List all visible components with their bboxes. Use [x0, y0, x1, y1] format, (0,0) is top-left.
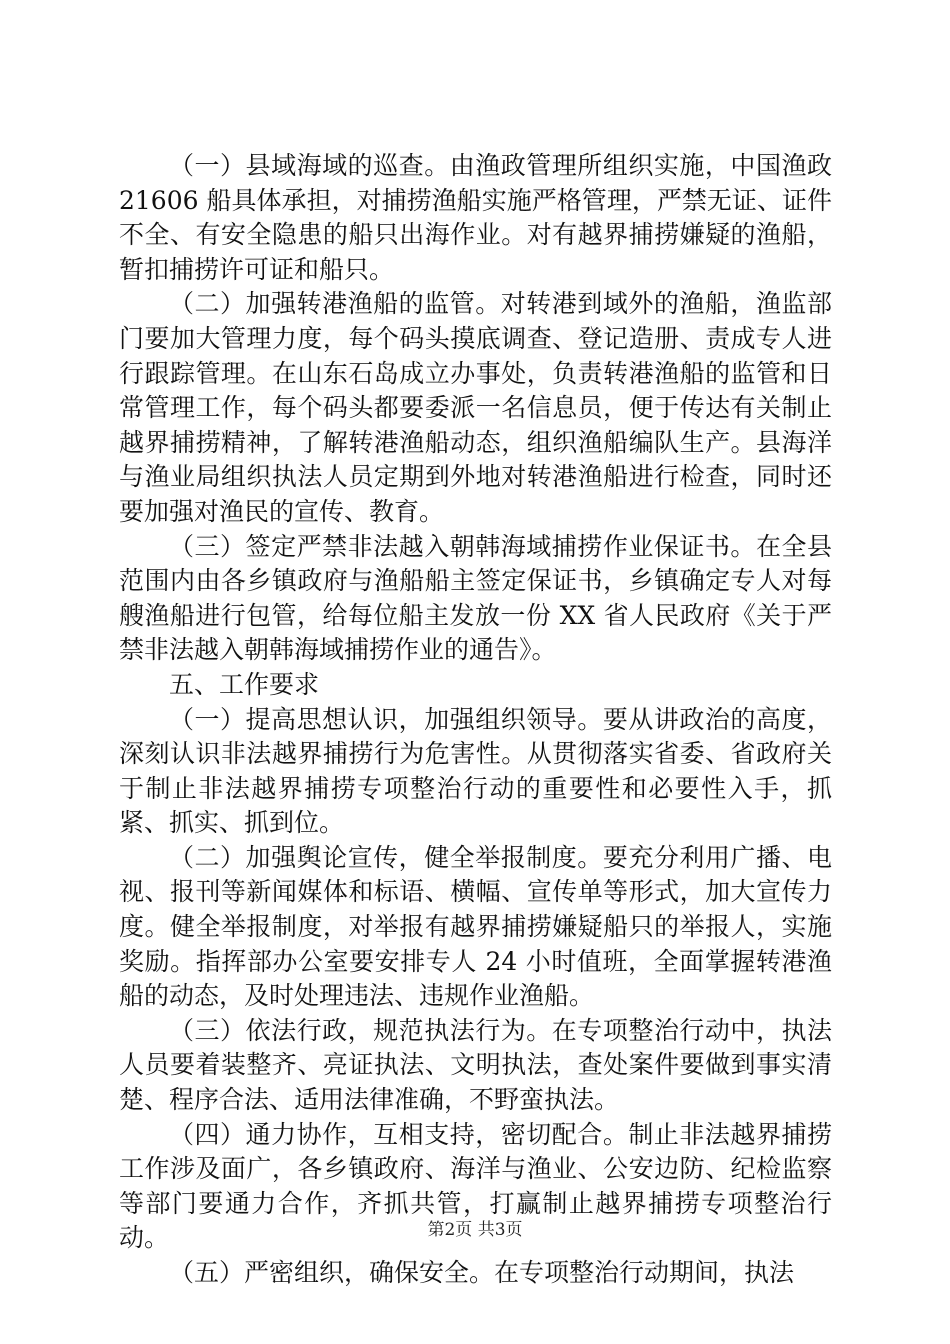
- document-body: [119, 149, 832, 1291]
- paragraph-raise-awareness: （一）提高思想认识，加强组织领导。要从讲政治的高度，深刻认识非法越界捕捞行为危害性。从贯彻落实省委、省政府关于制止非法越界捕捞专项整治行动的重要性和必要性入手，抓紧、抓实、抓到位。: [119, 704, 832, 838]
- paragraph-transfer-port-supervision: （二）加强转港渔船的监管。对转港到域外的渔船，渔监部门要加大管理力度，每个码头摸底调查、登记造册、责成专人进行跟踪管理。在山东石岛成立办事处，负责转港渔船的监管和日常管理工作，每个码头都要委派一名信息员，便于传达有关制止越界捕捞精神，了解转港渔船动态，组织渔船编队生产。县海洋与渔业局组织执法人员定期到外地对转港渔船进行检查，同时还要加强对渔民的宣传、教育。: [119, 289, 832, 526]
- paragraph-guarantee-letter: （三）签定严禁非法越入朝韩海域捕捞作业保证书。在全县范围内由各乡镇政府与渔船船主签定保证书，乡镇确定专人对每艘渔船进行包管，给每位船主发放一份 XX 省人民政府《关于严禁非法越入朝韩海域捕捞作业的通告》。: [119, 531, 832, 665]
- section-heading-work-requirements: 五、工作要求: [169, 669, 320, 699]
- paragraph-safety: （五）严密组织，确保安全。在专项整治行动期间，执法: [169, 1258, 795, 1287]
- page-number-footer: 第2页 共3页: [427, 1220, 523, 1240]
- paragraph-county-sea-patrol: （一）县域海域的巡查。由渔政管理所组织实施，中国渔政 21606 船具体承担，对捕捞渔船实施严格管理，严禁无证、证件不全、有安全隐患的船只出海作业。对有越界捕捞嫌疑的渔船，暂扣捕捞许可证和船只。: [119, 151, 832, 284]
- paragraph-public-opinion: （二）加强舆论宣传，健全举报制度。要充分利用广播、电视、报刊等新闻媒体和标语、横幅、宣传单等形式，加大宣传力度。健全举报制度，对举报有越界捕捞嫌疑船只的举报人，实施奖励。指挥部办公室要安排专人 24 小时值班，全面掌握转港渔船的动态，及时处理违法、违规作业渔船。: [119, 842, 832, 1011]
- paragraph-cooperation: （四）通力协作，互相支持，密切配合。制止非法越界捕捞工作涉及面广，各乡镇政府、海洋与渔业、公安边防、纪检监察等部门要通力合作，齐抓共管，打赢制止越界捕捞专项整治行动。: [119, 1119, 832, 1253]
- paragraph-lawful-administration: （三）依法行政，规范执法行为。在专项整治行动中，执法人员要着装整齐、亮证执法、文明执法，查处案件要做到事实清楚、程序合法、适用法律准确，不野蛮执法。: [119, 1015, 832, 1115]
